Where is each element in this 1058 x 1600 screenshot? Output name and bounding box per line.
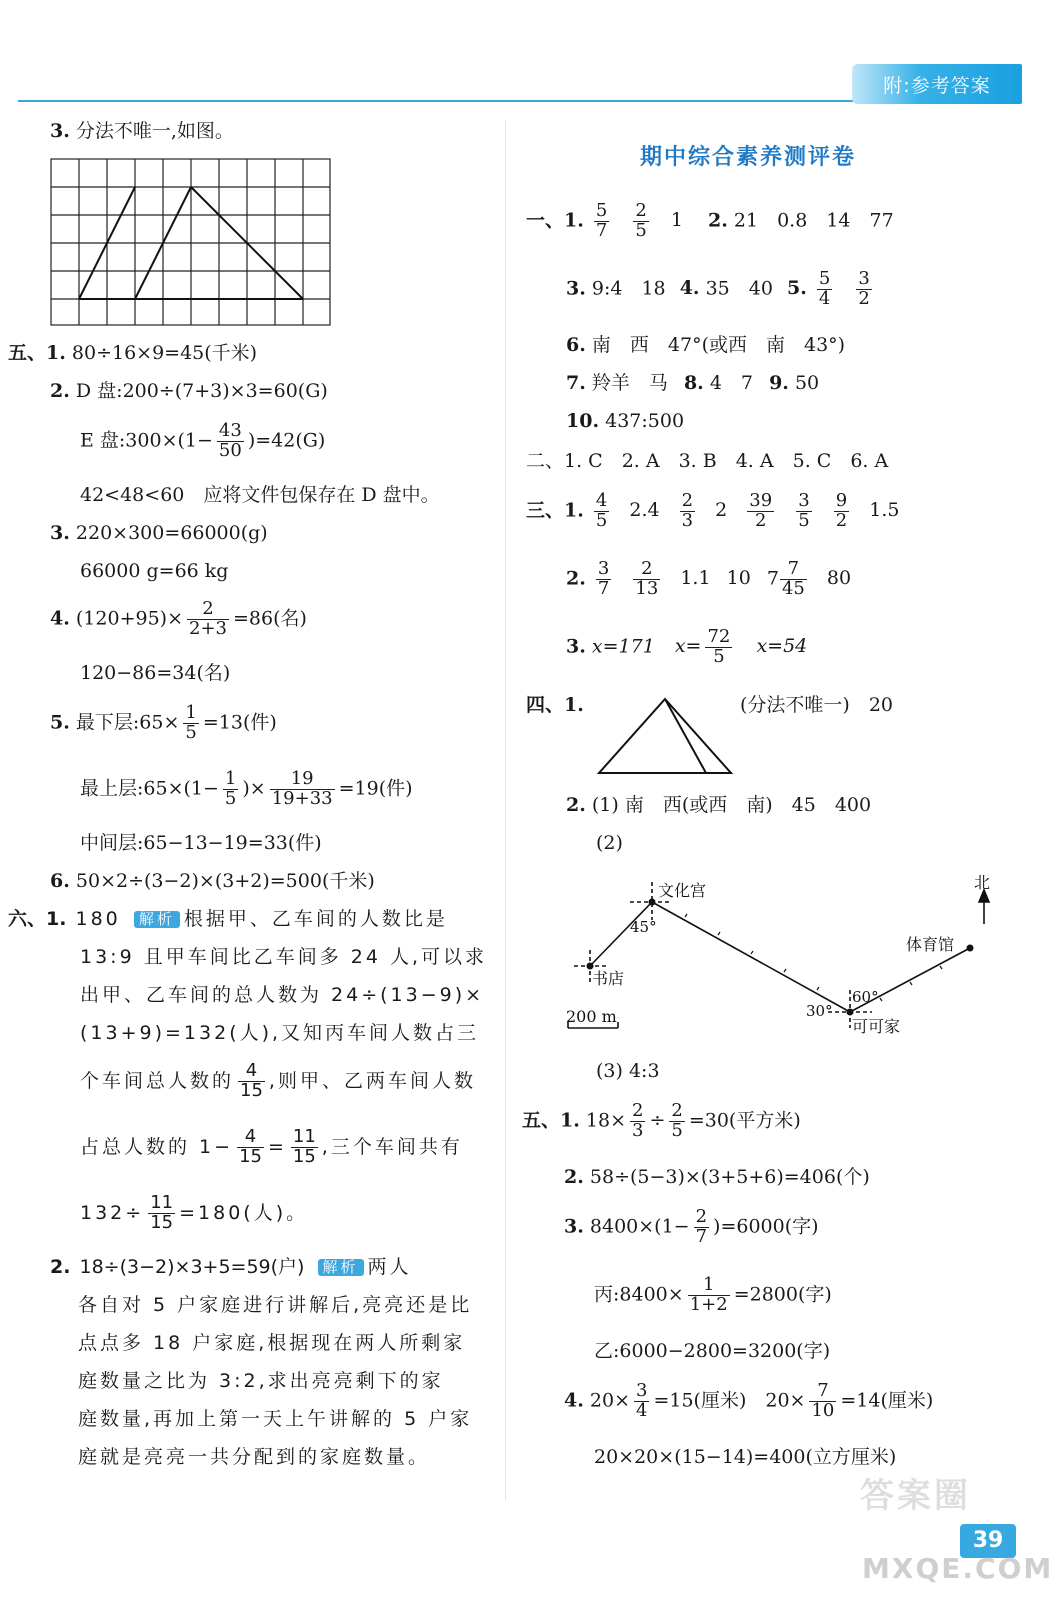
- numerator: 19: [270, 770, 335, 790]
- answer-text: 最下层:65×: [75, 711, 180, 734]
- numerator: 43: [218, 420, 242, 441]
- denominator: 4: [636, 1399, 648, 1421]
- wu-5b: [80, 770, 413, 809]
- q-number: 7.: [566, 372, 586, 394]
- denominator: 50: [218, 439, 242, 461]
- page-number: 39: [960, 1524, 1016, 1558]
- answer-text: 80÷16×9=45(千米): [71, 342, 258, 364]
- denominator: 2: [858, 287, 870, 309]
- analysis-text: 占总人数的 1−: [80, 1135, 234, 1158]
- answer-text: 最上层:65×(1−: [80, 777, 219, 800]
- fraction: [688, 1276, 730, 1315]
- watermark-logo: 答案圈: [860, 1476, 971, 1516]
- denominator: 15: [150, 1211, 174, 1233]
- answer-text: ÷: [649, 1109, 666, 1132]
- answer-text: =19(件): [338, 777, 413, 800]
- triangle-figure: [596, 696, 736, 776]
- answer-text: (1) 南 西(或西 南) 45 400: [591, 794, 872, 816]
- numerator: 2: [681, 490, 694, 511]
- fraction: [596, 560, 611, 599]
- section-label: 六、1.: [8, 908, 67, 930]
- yi-1: [526, 202, 894, 241]
- fraction: [694, 1208, 709, 1247]
- numerator: 3: [858, 268, 870, 289]
- answer-text: =86(名): [233, 607, 307, 630]
- wu-4: [50, 600, 307, 639]
- r-wu-4b: 20×20×(15−14)=400(立方厘米): [594, 1446, 897, 1468]
- q-number: 2.: [50, 1256, 71, 1278]
- fraction: [270, 770, 335, 809]
- yi-6: [566, 336, 845, 355]
- denominator: 10: [811, 1399, 835, 1421]
- si-2a: [566, 796, 871, 815]
- fraction: [747, 492, 774, 531]
- wu-6: [50, 872, 375, 891]
- numerator: 2: [635, 200, 647, 221]
- denominator: 15: [240, 1079, 263, 1101]
- fraction: [630, 1102, 645, 1141]
- r-wu-3b: [594, 1276, 832, 1315]
- san-2: [566, 560, 851, 599]
- wu-1: [8, 344, 257, 363]
- answer-text: =15(厘米) 20×: [653, 1389, 806, 1412]
- label-wenhuagong: 文化宫: [658, 881, 707, 900]
- answer-text: 南 西 47°(或西 南 43°): [591, 334, 846, 356]
- answer-text: 羚羊 马: [591, 372, 668, 394]
- fraction: [705, 628, 732, 667]
- si-1-label: [526, 696, 584, 715]
- numerator: 7: [809, 1382, 836, 1402]
- q-number: 10.: [566, 410, 600, 432]
- answer-text: (120+95)×: [75, 607, 183, 630]
- fraction: [796, 492, 811, 531]
- san-3: [566, 628, 807, 667]
- answer-text: )=6000(字): [713, 1215, 819, 1238]
- answer-text: 50×2÷(3−2)×(3+2)=500(千米): [75, 870, 375, 892]
- er: 二、1. C 2. A 3. B 4. A 5. C 6. A: [526, 450, 889, 472]
- answer-text: 18÷(3−2)×3+5=59(户): [79, 1256, 305, 1278]
- fraction: [187, 600, 229, 639]
- q3-text: 分法不唯一,如图。: [75, 120, 234, 142]
- numerator: 1: [688, 1276, 730, 1296]
- q-number: 5.: [50, 711, 70, 734]
- answer-text: 丙:8400×: [594, 1283, 684, 1306]
- liu-2-l6: 庭就是亮亮一共分配到的家庭数量。: [78, 1446, 431, 1468]
- denominator: 15: [292, 1145, 316, 1167]
- r-wu-1: [522, 1102, 801, 1141]
- numerator: 4: [595, 490, 608, 511]
- numerator: 4: [237, 1128, 264, 1148]
- section-label: 四、1.: [526, 694, 584, 716]
- numerator: 72: [707, 626, 731, 647]
- section-label: 五、1.: [522, 1109, 580, 1132]
- liu-1-l1: [8, 910, 448, 929]
- liu-1-l3: 出甲、乙车间的总人数为 24÷(13−9)×: [80, 984, 485, 1006]
- analysis-text: =180(人)。: [179, 1201, 309, 1224]
- numerator: 7: [780, 560, 807, 580]
- fraction: [834, 492, 849, 531]
- r-wu-2: [564, 1168, 870, 1187]
- watermark-url: MXQE.COM: [862, 1552, 1054, 1585]
- answer-value: 1.5: [869, 499, 900, 522]
- q-number: 6.: [50, 870, 70, 892]
- numerator: 5: [595, 200, 608, 221]
- q-number: 2.: [50, 380, 70, 402]
- answer-text: 4 7: [709, 372, 754, 394]
- answer-text: )×: [242, 777, 266, 800]
- san-1: [526, 492, 899, 531]
- fraction: [291, 1128, 318, 1167]
- numerator: 3: [597, 558, 610, 579]
- answer-value: 80: [826, 567, 852, 590]
- denominator: 2: [835, 509, 848, 531]
- page-title: 期中综合素养测评卷: [640, 145, 857, 170]
- fraction: [680, 492, 695, 531]
- fraction: [633, 560, 660, 599]
- wu-2a: [50, 382, 328, 401]
- yi-7-9: [566, 374, 819, 393]
- fraction: [148, 1194, 175, 1233]
- answer-value: 2: [715, 499, 728, 522]
- q-number: 5.: [787, 277, 807, 300]
- denominator: 5: [185, 721, 197, 743]
- fraction: [634, 1382, 649, 1421]
- answer-text: )=42(G): [247, 429, 326, 452]
- numerator: 11: [292, 1126, 316, 1147]
- label-kekejia: 可可家: [852, 1017, 901, 1036]
- answer-text: x=171: [591, 635, 655, 658]
- liu-2-l4: 庭数量之比为 3:2,求出亮亮剩下的家: [78, 1370, 444, 1392]
- label-shudian: 书店: [592, 969, 625, 988]
- denominator: 13: [635, 577, 659, 599]
- analysis-tag: 解析: [318, 1259, 364, 1276]
- q-number: 3.: [566, 277, 586, 300]
- fraction: [237, 1128, 264, 1167]
- denominator: 5: [224, 787, 237, 809]
- liu-1-l6: 占总人数的 1− $\frac{4}{15}$ = $\frac{11}{15}$ ,三个车间共有: [80, 1126, 463, 1167]
- answer-text: 21 0.8 14 77: [733, 209, 894, 232]
- fraction: [223, 770, 238, 809]
- liu-1-l4: (13+9)=132(人),又知丙车间人数占三: [80, 1022, 480, 1044]
- numerator: 3: [798, 490, 810, 511]
- q-number: 2.: [564, 1166, 584, 1188]
- fraction: [809, 1382, 836, 1421]
- q-number: 3.: [50, 120, 70, 142]
- answer-text: 9:4 18: [591, 277, 666, 300]
- section-label: 五、1.: [8, 342, 66, 364]
- denominator: 5: [635, 219, 647, 241]
- answer-text: 50: [794, 372, 820, 394]
- header-rule: [18, 100, 858, 102]
- fraction: [594, 202, 609, 241]
- numerator: 5: [818, 268, 831, 289]
- numerator: 9: [835, 490, 848, 511]
- denominator: 2: [755, 509, 767, 531]
- answer-text: 35 40: [705, 277, 773, 300]
- section-label: 一、1.: [526, 209, 584, 232]
- label-angle-60: 60°: [852, 988, 879, 1006]
- answer-text: =30(平方米): [688, 1109, 801, 1132]
- route-map: [560, 866, 1020, 1046]
- numerator: 2: [187, 600, 229, 620]
- fraction: [183, 704, 198, 743]
- fraction: [780, 560, 807, 599]
- denominator: 5: [671, 1119, 683, 1141]
- analysis-text: 根据甲、乙车间的人数比是: [183, 908, 448, 930]
- denominator: 19+33: [271, 787, 333, 809]
- denominator: 5: [595, 509, 608, 531]
- si-2c: (3) 4:3: [596, 1060, 660, 1082]
- label-tiyuguan: 体育馆: [906, 935, 955, 954]
- label-angle-45: 45°: [630, 918, 657, 936]
- liu-2-l1: [50, 1258, 412, 1277]
- q-number: 9.: [769, 372, 789, 394]
- denominator: 3: [681, 509, 694, 531]
- numerator: 2: [632, 1100, 644, 1121]
- fraction: [817, 270, 832, 309]
- denominator: 1+2: [689, 1293, 728, 1315]
- r-wu-3c: 乙:6000−2800=3200(字): [594, 1340, 831, 1362]
- denominator: 15: [239, 1145, 262, 1167]
- q-number: 2.: [566, 567, 586, 590]
- q-number: 3.: [50, 522, 70, 544]
- denominator: 7: [595, 219, 608, 241]
- liu-2-l3: 点点多 18 户家庭,根据现在两人所剩家: [78, 1332, 466, 1354]
- q-number: 4.: [50, 607, 70, 630]
- fraction: [238, 1062, 265, 1101]
- numerator: 39: [749, 490, 773, 511]
- wu-3b: 66000 g=66 kg: [80, 560, 229, 582]
- q-number: 2.: [708, 209, 728, 232]
- answer-text: x=54: [756, 635, 808, 658]
- fraction: [633, 202, 648, 241]
- numerator: 3: [636, 1380, 648, 1401]
- fraction: [856, 270, 871, 309]
- fraction: [594, 492, 609, 531]
- numerator: 1: [224, 768, 237, 789]
- analysis-text: 个车间总人数的: [80, 1069, 235, 1092]
- q-number: 3.: [564, 1215, 584, 1238]
- q-number: 8.: [683, 372, 704, 394]
- answer-text: 20×: [589, 1389, 630, 1412]
- answer-text: =14(厘米): [840, 1389, 934, 1412]
- label-scale: 200 m: [566, 1007, 617, 1026]
- liu-2-l5: 庭数量,再加上第一天上午讲解的 5 户家: [78, 1408, 473, 1430]
- denominator: 5: [798, 509, 810, 531]
- numerator: 2: [695, 1206, 708, 1227]
- label-north: 北: [974, 873, 991, 892]
- answer-text: 58÷(5−3)×(3+5+6)=406(个): [589, 1166, 870, 1188]
- si-2b: (2): [596, 832, 623, 854]
- liu-1-l2: 13:9 且甲车间比乙车间多 24 人,可以求: [80, 946, 488, 968]
- liu-1-l7: [80, 1194, 308, 1233]
- denominator: 5: [713, 645, 725, 667]
- wu-5a: [50, 704, 277, 743]
- analysis-text: 两人: [367, 1256, 412, 1278]
- section-label: 三、1.: [526, 499, 584, 522]
- q-number: 2.: [566, 794, 586, 816]
- answer-value: 1.1: [680, 567, 711, 590]
- analysis-text: ,三个车间共有: [321, 1135, 463, 1158]
- denominator: 2+3: [189, 617, 227, 639]
- answer-text: 18×: [585, 1109, 626, 1132]
- answer-text: 1: [670, 209, 702, 232]
- fraction: [217, 422, 244, 461]
- analysis-text: ,则甲、乙两车间人数: [268, 1069, 476, 1092]
- wu-2c: 42<48<60 应将文件包保存在 D 盘中。: [80, 484, 440, 506]
- q-number: 6.: [566, 334, 586, 356]
- numerator: 2: [671, 1100, 683, 1121]
- r-wu-3: [564, 1208, 819, 1247]
- answer-text: D 盘:200÷(7+3)×3=60(G): [75, 380, 328, 402]
- section-badge: 附:参考答案: [852, 64, 1022, 104]
- answer-text: E 盘:300×(1−: [80, 429, 213, 452]
- r-wu-4: [564, 1382, 933, 1421]
- denominator: 45: [781, 577, 805, 599]
- wu-4b: 120−86=34(名): [80, 662, 231, 684]
- answer-value: 2.4: [629, 499, 660, 522]
- numerator: 11: [150, 1192, 174, 1213]
- numerator: 4: [238, 1062, 265, 1082]
- liu-1-l5: [80, 1062, 476, 1101]
- wu-3a: [50, 524, 268, 543]
- label-angle-30: 30°: [806, 1002, 833, 1020]
- answer-text: 220×300=66000(g): [75, 522, 268, 544]
- denominator: 3: [632, 1119, 644, 1141]
- answer-text: x=: [674, 635, 702, 658]
- answer-text: 437:500: [605, 410, 685, 432]
- analysis-text: 132÷: [80, 1201, 145, 1224]
- denominator: 7: [597, 577, 610, 599]
- column-divider: [505, 120, 506, 1500]
- wu-5c: 中间层:65−13−19=33(件): [80, 832, 322, 854]
- mixed-whole: 7: [766, 567, 779, 590]
- denominator: 7: [695, 1225, 708, 1247]
- yi-10: [566, 412, 684, 431]
- q-number: 3.: [566, 635, 586, 658]
- answer-value: 10: [726, 567, 751, 590]
- grid-figure: [50, 158, 332, 328]
- answer-value: 180: [75, 908, 121, 930]
- answer-text: 8400×(1−: [589, 1215, 690, 1238]
- si-1-note: (分法不唯一) 20: [740, 694, 894, 716]
- q-number: 4.: [564, 1389, 584, 1412]
- q-number: 4.: [679, 277, 700, 300]
- numerator: 1: [185, 702, 197, 723]
- denominator: 4: [818, 287, 831, 309]
- liu-2-l2: 各自对 5 户家庭进行讲解后,亮亮还是比: [78, 1294, 473, 1316]
- left-q3: [50, 122, 234, 141]
- analysis-tag: 解析: [134, 911, 180, 928]
- answer-text: =2800(字): [733, 1283, 832, 1306]
- fraction: [669, 1102, 684, 1141]
- answer-text: =13(件): [202, 711, 277, 734]
- numerator: 2: [633, 560, 660, 580]
- yi-3-5: [566, 270, 876, 309]
- wu-2b: [80, 422, 325, 461]
